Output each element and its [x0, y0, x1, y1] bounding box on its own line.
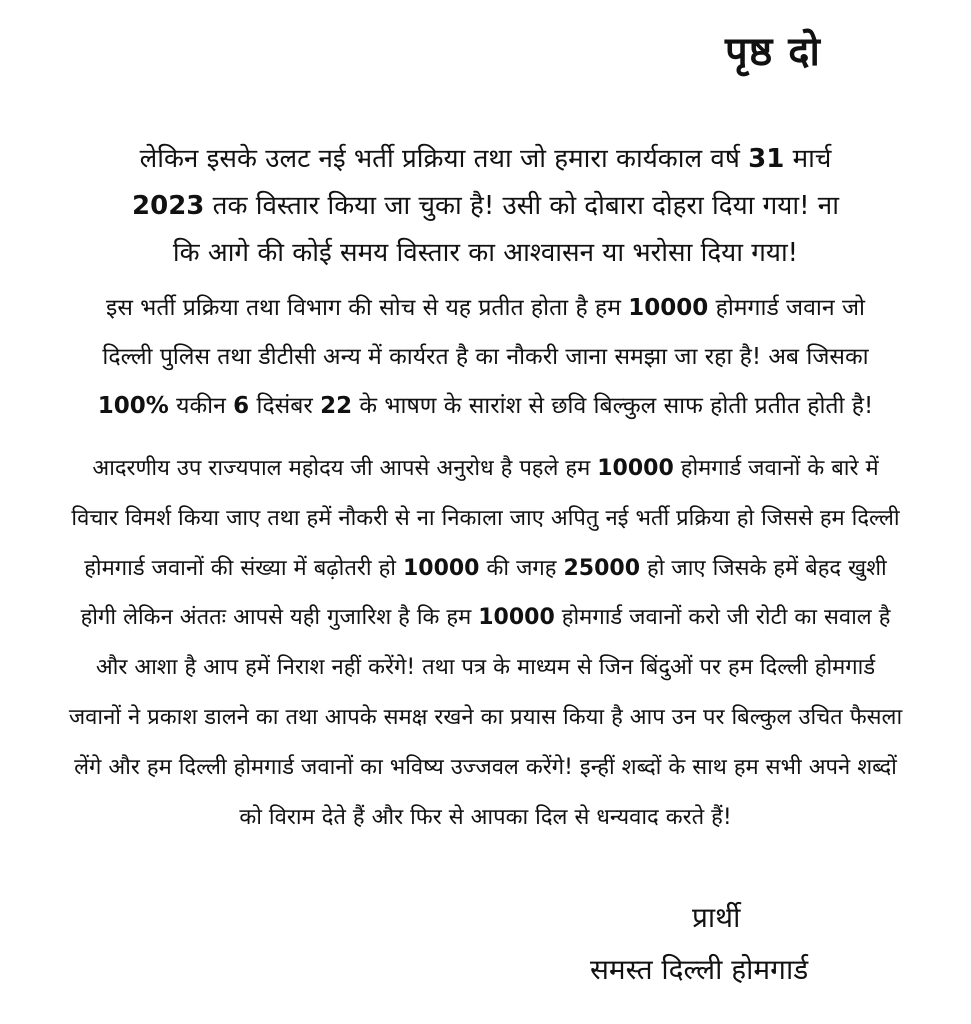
bold-number: 22 — [320, 393, 353, 419]
text-run: होमगार्ड जवानों करो जी रोटी का सवाल है — [554, 605, 891, 631]
text-run: आदरणीय उप राज्यपाल महोदय जी आपसे अनुरोध है पहले हम — [92, 456, 598, 481]
bold-number: 6 — [233, 393, 250, 419]
text-run: के भाषण के सारांश से छवि बिल्कुल साफ होती प्रतीत होती है! — [352, 393, 874, 419]
text-run: विचार विमर्श किया जाए तथा हमें नौकरी से ना निकाला जाए अपितु नई भर्ती प्रक्रिया हो जिससे हम दिल्ली — [71, 505, 900, 531]
text-run: होमगार्ड जवानों के बारे में — [673, 456, 879, 481]
bold-number: 31 — [748, 144, 785, 174]
text-run: मार्च — [784, 144, 832, 174]
text-run: जवानों ने प्रकाश डालने का तथा आपके समक्ष रखने का प्रयास किया है आप उन पर बिल्कुल उचित फैसला — [68, 704, 903, 730]
text-run: हो जाए जिसके हमें बेहद खुशी — [640, 555, 887, 581]
bold-number: 10000 — [478, 605, 555, 631]
text-run: की जगह — [479, 555, 564, 581]
text-line — [20, 382, 951, 431]
text-run: होमगार्ड जवानों की संख्या में बढ़ोतरी हो — [84, 555, 403, 581]
text-run: दिल्ली पुलिस तथा डीटीसी अन्य में कार्यरत है का नौकरी जाना समझा जा रहा है! अब जिसका — [102, 344, 869, 370]
bold-number: 2023 — [132, 191, 205, 221]
text-run: यकीन — [168, 393, 234, 419]
text-run: इस भर्ती प्रक्रिया तथा विभाग की सोच से यह प्रतीत होता है हम — [106, 295, 629, 321]
bold-number: 10000 — [597, 456, 674, 481]
text-line — [20, 183, 951, 230]
bold-number: 25000 — [563, 555, 641, 581]
text-line — [20, 494, 951, 544]
text-line — [20, 793, 951, 843]
paragraph-1 — [20, 136, 951, 277]
text-line — [20, 444, 951, 494]
text-run: होगी लेकिन अंततः आपसे यही गुजारिश है कि हम — [80, 605, 479, 631]
text-run: लेंगे और हम दिल्ली होमगार्ड जवानों का भविष्य उज्जवल करेंगे! इन्हीं शब्दों के साथ हम सभी अपने शब्दों — [74, 754, 897, 780]
text-line — [20, 333, 951, 382]
bold-number: 100% — [97, 393, 169, 419]
text-line — [20, 136, 951, 183]
bold-number: 10000 — [628, 295, 709, 321]
text-line — [20, 743, 951, 793]
text-line — [20, 544, 951, 594]
text-line — [20, 593, 951, 643]
text-run: और आशा है आप हमें निराश नहीं करेंगे! तथा पत्र के माध्यम से जिन बिंदुओं पर हम दिल्ली होमगार्ड — [95, 655, 876, 681]
paragraph-3 — [20, 444, 951, 842]
text-run: होमगार्ड जवान जो — [708, 295, 865, 321]
text-line — [20, 284, 951, 333]
signature-label: प्रार्थी — [692, 901, 741, 934]
text-line — [20, 230, 951, 277]
signature-name: समस्त दिल्ली होमगार्ड — [590, 953, 809, 986]
bold-number: 10000 — [402, 555, 480, 581]
text-run: को विराम देते हैं और फिर से आपका दिल से धन्यवाद करते हैं! — [239, 804, 732, 830]
text-line — [20, 643, 951, 693]
page-number-heading: पृष्ठ दो — [725, 29, 821, 75]
text-run: तक विस्तार किया जा चुका है! उसी को दोबारा दोहरा दिया गया! ना — [204, 191, 839, 221]
text-run: लेकिन इसके उलट नई भर्ती प्रक्रिया तथा जो हमारा कार्यकाल वर्ष — [139, 144, 749, 174]
text-run: दिसंबर — [249, 393, 321, 419]
text-line — [20, 693, 951, 743]
paragraph-2 — [20, 284, 951, 431]
text-run: कि आगे की कोई समय विस्तार का आश्वासन या भरोसा दिया गया! — [172, 238, 799, 268]
